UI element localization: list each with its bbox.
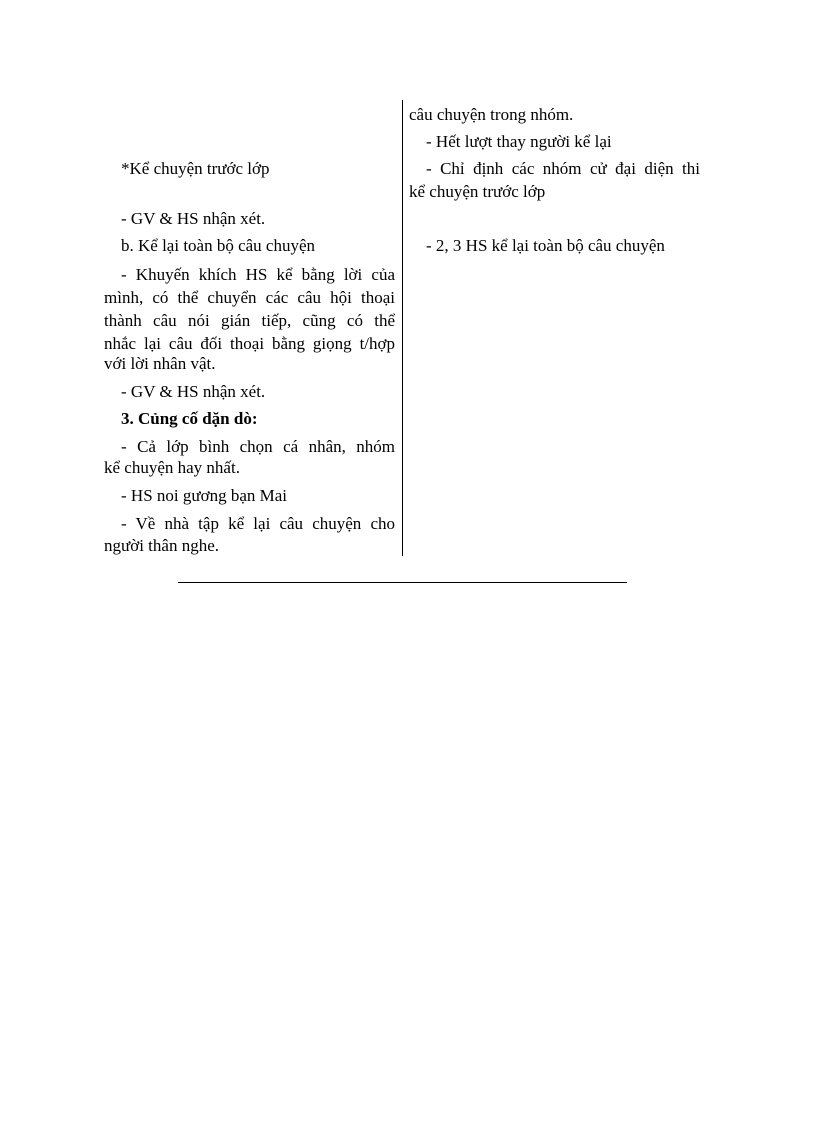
section-heading: 3. Củng cố dặn dò: <box>121 409 258 428</box>
left-text-line: kể chuyện hay nhất. <box>104 458 240 477</box>
left-text-line: *Kể chuyện trước lớp <box>121 159 270 178</box>
left-text-line: mình, có thể chuyển các câu hội thoại <box>104 288 395 307</box>
left-text-line: - Cả lớp bình chọn cá nhân, nhóm <box>121 437 395 456</box>
left-text-line: nhắc lại câu đối thoại bằng giọng t/hợp <box>104 334 395 353</box>
right-text-line: câu chuyện trong nhóm. <box>409 105 574 124</box>
right-text-line: - 2, 3 HS kể lại toàn bộ câu chuyện <box>426 236 665 255</box>
left-text-line: - GV & HS nhận xét. <box>121 209 266 228</box>
left-text-line: - HS noi gương bạn Mai <box>121 486 287 505</box>
left-text-line: - Về nhà tập kể lại câu chuyện cho <box>121 514 395 533</box>
section-separator-rule <box>178 582 627 583</box>
right-text-line: kể chuyện trước lớp <box>409 182 546 201</box>
left-text-line: với lời nhân vật. <box>104 354 216 373</box>
left-text-line: thành câu nói gián tiếp, cũng có thể <box>104 311 395 330</box>
right-text-line: - Chỉ định các nhóm cử đại diện thi <box>426 159 700 178</box>
right-text-line: - Hết lượt thay người kể lại <box>426 132 612 151</box>
column-divider <box>402 100 403 556</box>
left-text-line: - GV & HS nhận xét. <box>121 382 266 401</box>
left-text-line: người thân nghe. <box>104 536 219 555</box>
left-text-line: b. Kể lại toàn bộ câu chuyện <box>121 236 316 255</box>
left-text-line: - Khuyến khích HS kể bằng lời của <box>121 265 395 284</box>
